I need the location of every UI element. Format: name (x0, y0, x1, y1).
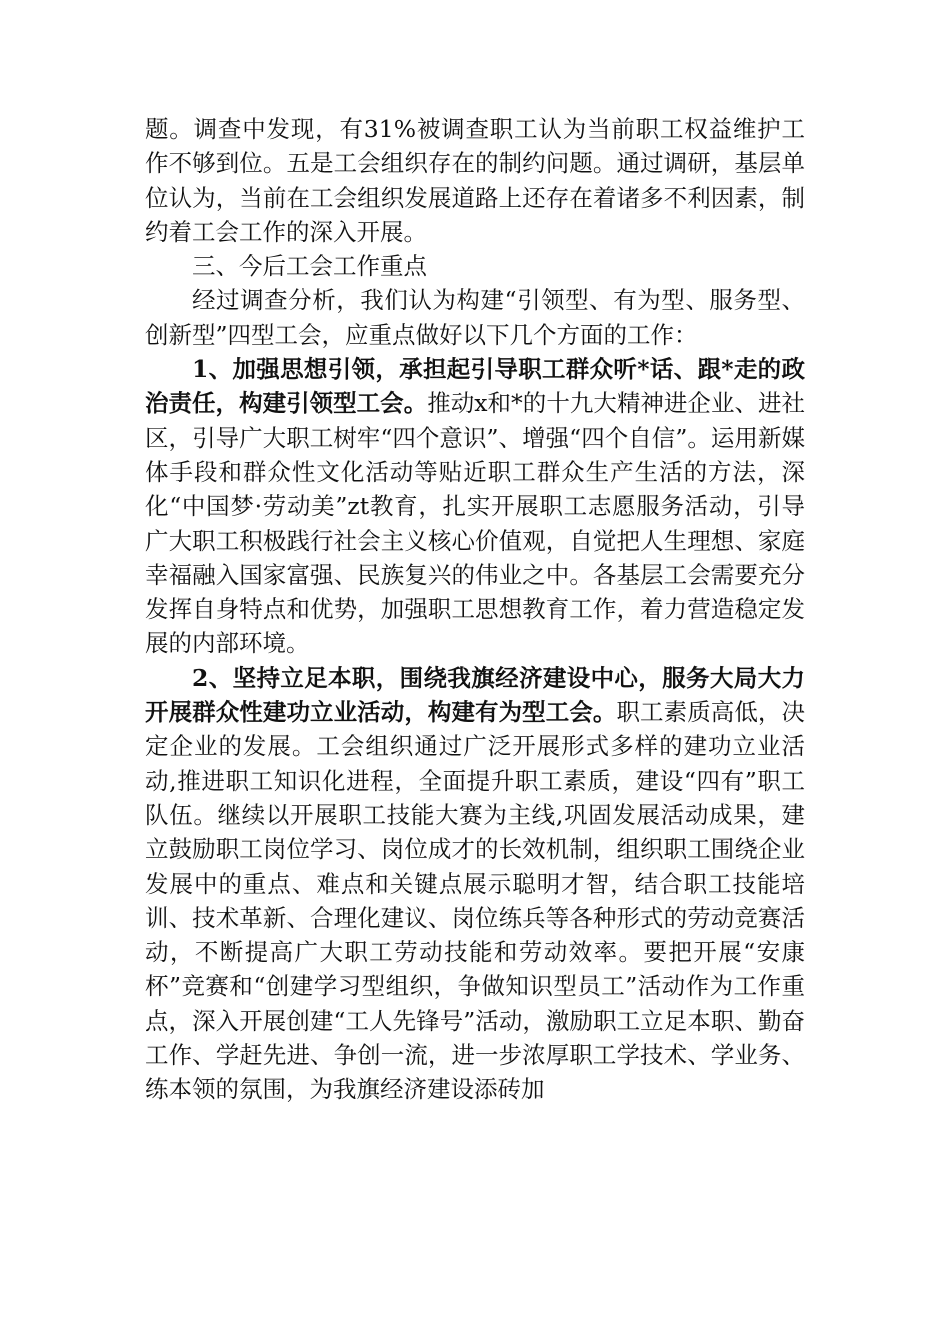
document-body (145, 112, 805, 1107)
item-1-body: 推动x和*的十九大精神进企业、进社区，引导广大职工树牢“四个意识”、增强“四个自信”。运用新媒体手段和群众性文化活动等贴近职工群众生产生活的方法，深化“中国梦·劳动美”zt教育，扎实开展职工志愿服务活动，引导广大职工积极践行社会主义核心价值观，自觉把人生理想、家庭幸福融入国家富强、民族复兴的伟业之中。各基层工会需要充分发挥自身特点和优势，加强职工思想教育工作，着力营造稳定发展的内部环境。 (145, 389, 805, 658)
paragraph-intro: 经过调查分析，我们认为构建“引领型、有为型、服务型、创新型”四型工会，应重点做好以下几个方面的工作： (145, 286, 805, 349)
paragraph-continuation: 题。调查中发现，有31%被调查职工认为当前职工权益维护工作不够到位。五是工会组织存在的制约问题。通过调研，基层单位认为，当前在工会组织发展道路上还存在着诸多不利因素，制约着工会工作的深入开展。 (145, 115, 805, 246)
section-heading: 三、今后工会工作重点 (192, 252, 427, 281)
paragraph-item-1 (145, 352, 805, 661)
paragraph-item-2 (145, 661, 805, 1107)
item-1-bold-lead: 1、加强思想引领，承担起引导职工群众听*话、跟*走的政治责任，构建引领型工会。 (145, 355, 805, 418)
item-2-bold-lead: 2、坚持立足本职，围绕我旗经济建设中心，服务大局大力开展群众性建功立业活动，构建有为型工会。 (145, 663, 805, 727)
item-2-body: 职工素质高低，决定企业的发展。工会组织通过广泛开展形式多样的建功立业活动,推进职工知识化进程，全面提升职工素质，建设“四有”职工队伍。继续以开展职工技能大赛为主线,巩固发展活动成果，建立鼓励职工岗位学习、岗位成才的长效机制，组织职工围绕企业发展中的重点、难点和关键点展示聪明才智，结合职工技能培训、技术革新、合理化建议、岗位练兵等各种形式的劳动竞赛活动，不断提高广大职工劳动技能和劳动效率。要把开展“安康杯”竞赛和“创建学习型组织，争做知识型员工”活动作为工作重点，深入开展创建“工人先锋号”活动，激励职工立足本职、勤奋工作、学赶先进、争创一流，进一步浓厚职工学技术、学业务、练本领的氛围，为我旗经济建设添砖加 (145, 698, 806, 1104)
